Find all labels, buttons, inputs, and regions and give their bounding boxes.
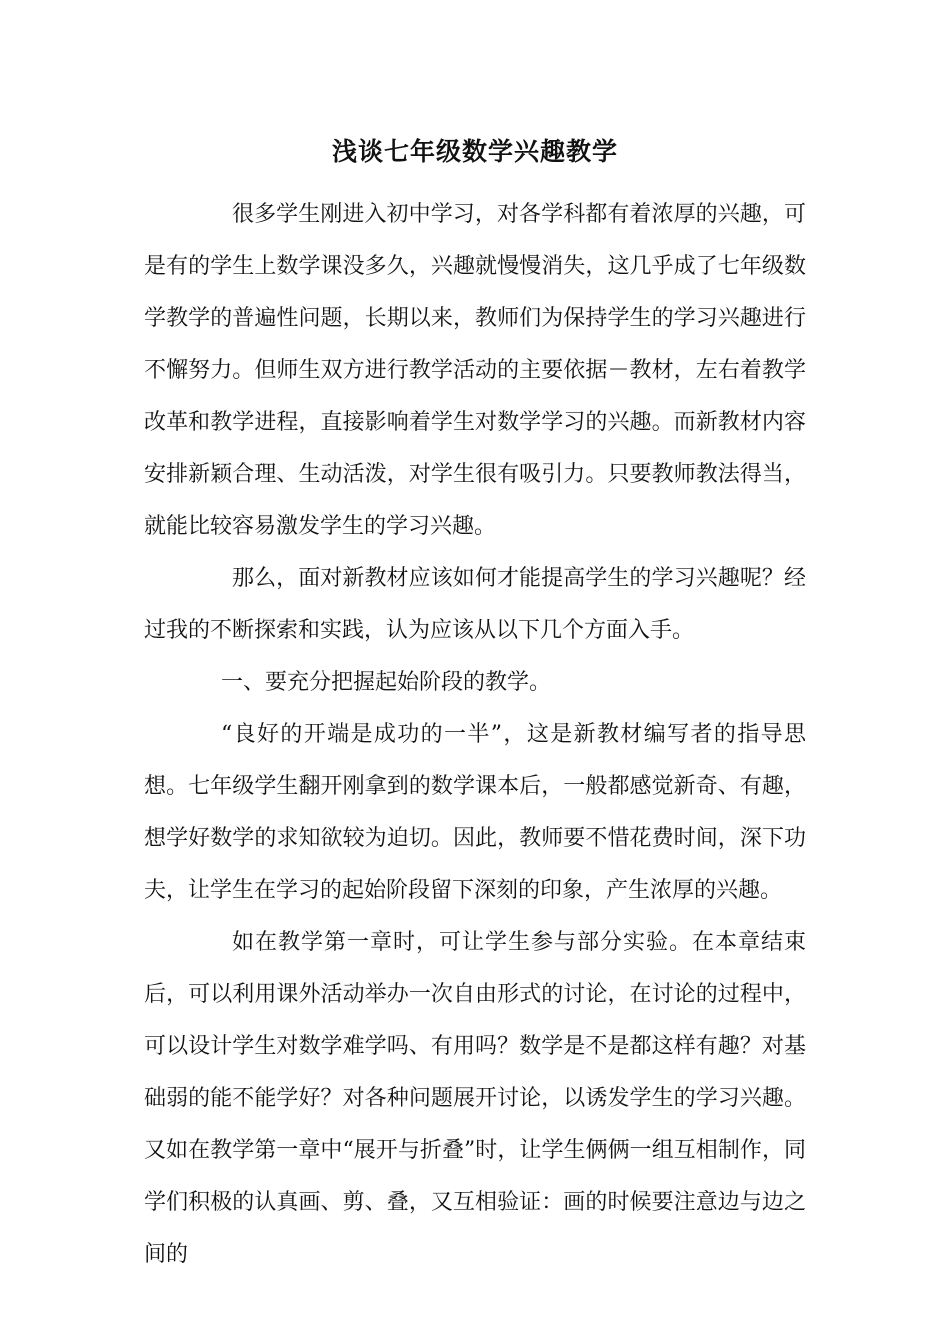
paragraph-example: 如在教学第一章时，可让学生参与部分实验。在本章结束后，可以利用课外活动举办一次自由形式的讨论，在讨论的过程中，可以设计学生对数学难学吗、有用吗？数学是不是都这样有趣？对基础弱的能不能学好？对各种问题展开讨论，以诱发学生的学习兴趣。又如在教学第一章中“展开与折叠”时，让学生俩俩一组互相制作，同学们积极的认真画、剪、叠，又互相验证：画的时候要注意边与边之间的 [144, 930, 806, 1267]
section-heading-1: 一、要充分把握起始阶段的教学。 [221, 670, 552, 695]
paragraph-good-start: “良好的开端是成功的一半”，这是新教材编写者的指导思想。七年级学生翻开刚拿到的数学课本后，一般都感觉新奇、有趣，想学好数学的求知欲较为迫切。因此，教师要不惜花费时间，深下功夫，让学生在学习的起始阶段留下深刻的印象，产生浓厚的兴趣。 [144, 722, 806, 903]
document-title: 浅谈七年级数学兴趣教学 [331, 137, 618, 166]
document-body [144, 189, 806, 1281]
paragraph-question: 那么，面对新教材应该如何才能提高学生的学习兴趣呢？经过我的不断探索和实践，认为应该从以下几个方面入手。 [144, 566, 806, 643]
paragraph-intro: 很多学生刚进入初中学习，对各学科都有着浓厚的兴趣，可是有的学生上数学课没多久，兴趣就慢慢消失，这几乎成了七年级数学教学的普遍性问题，长期以来，教师们为保持学生的学习兴趣进行不懈努力。但师生双方进行教学活动的主要依据－教材，左右着教学改革和教学进程，直接影响着学生对数学学习的兴趣。而新教材内容安排新颖合理、生动活泼，对学生很有吸引力。只要教师教法得当，就能比较容易激发学生的学习兴趣。 [144, 202, 806, 539]
